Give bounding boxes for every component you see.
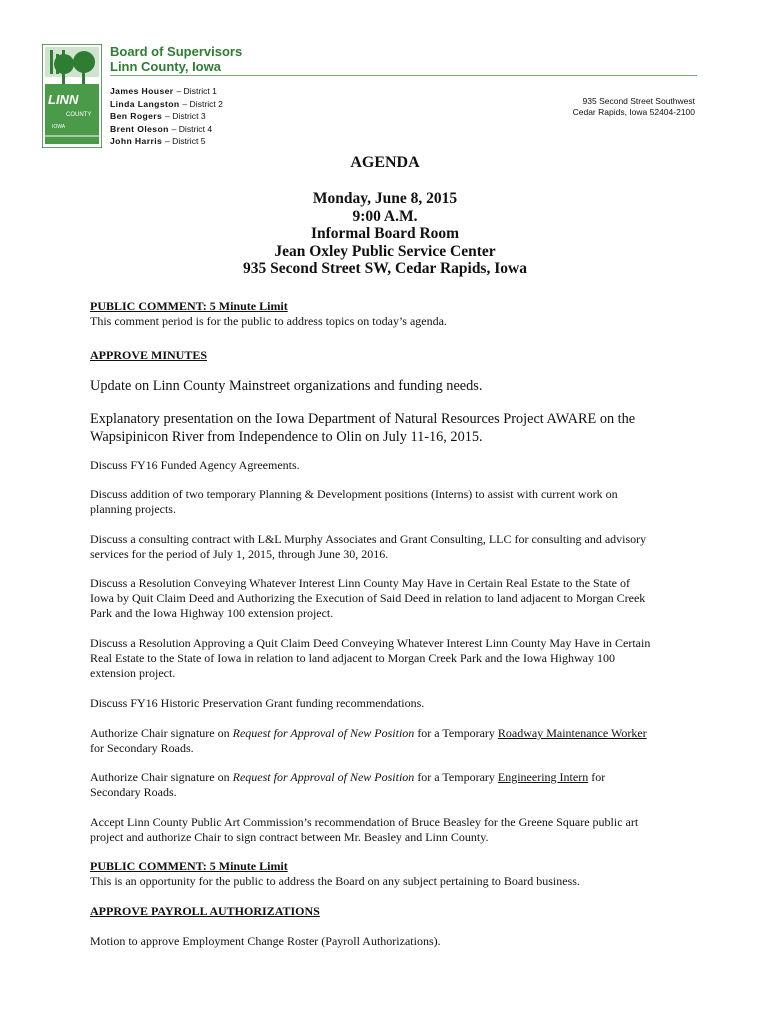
agenda-item-roadway-worker [90, 726, 690, 756]
meeting-date: Monday, June 8, 2015 [312, 190, 458, 207]
agenda-item-historic-preservation: Discuss FY16 Historic Preservation Grant funding recommendations. [90, 696, 425, 710]
item-line: Accept Linn County Public Art Commission’s recommendation of Bruce Beasley for the Greene Square public art [90, 815, 639, 829]
agenda-item-resolution-deed [90, 576, 690, 621]
supervisor-row [110, 123, 223, 136]
supervisor-name: James Houser [110, 86, 174, 96]
meeting-room: Informal Board Room [310, 225, 460, 242]
item-text: for a Temporary [414, 770, 498, 784]
item-line: services for the period of July 1, 2015, through June 30, 2016. [90, 547, 389, 561]
public-comment-text: This is an opportunity for the public to address the Board on any subject pertaining to Board business. [90, 874, 580, 888]
item-line: Discuss a Resolution Approving a Quit Claim Deed Conveying Whatever Interest Linn County May Have in Certain [90, 636, 651, 650]
supervisor-row [110, 98, 223, 111]
org-name-line2: Linn County, Iowa [110, 59, 221, 74]
supervisor-district: – District 2 [182, 98, 223, 109]
item-line: Explanatory presentation on the Iowa Department of Natural Resources Project AWARE on the [90, 411, 636, 427]
agenda-item-public-art [90, 815, 690, 845]
agenda-item-mainstreet: Update on Linn County Mainstreet organizations and funding needs. [90, 378, 483, 394]
supervisor-name: Brent Oleson [110, 123, 169, 134]
supervisor-row [110, 135, 223, 148]
public-comment-section-2 [90, 859, 690, 889]
form-title: Request for Approval of New Position [232, 770, 415, 784]
org-name [110, 44, 242, 74]
position-title: Roadway Maintenance Worker [497, 726, 647, 740]
item-line: Discuss a consulting contract with L&L Murphy Associates and Grant Consulting, LLC for consulting and advisory [90, 532, 647, 546]
item-line: Secondary Roads. [90, 785, 177, 799]
item-line: project and authorize Chair to sign contract between Mr. Beasley and Linn County. [90, 830, 489, 844]
approve-minutes-heading: APPROVE MINUTES [90, 348, 208, 362]
public-comment-heading: PUBLIC COMMENT: 5 Minute Limit [90, 859, 288, 873]
position-title: Engineering Intern [497, 770, 589, 784]
public-comment-section-1 [90, 299, 690, 329]
logo-text-county: COUNTY [66, 112, 92, 118]
supervisor-row [110, 85, 223, 98]
address-line2: Cedar Rapids, Iowa 52404-2100 [572, 107, 695, 117]
agenda-item-planning-interns [90, 487, 690, 517]
agenda-item-fy16-agency: Discuss FY16 Funded Agency Agreements. [90, 458, 300, 472]
header-divider [110, 75, 697, 76]
item-text: Authorize Chair signature on [90, 726, 233, 740]
logo-text-iowa: IOWA [52, 124, 66, 130]
item-line: Iowa by Quit Claim Deed and Authorizing the Execution of Said Deed in relation to land adjacent to Morgan Creek [90, 591, 646, 605]
supervisor-district: – District 4 [171, 123, 213, 134]
agenda-title: AGENDA [350, 154, 420, 171]
item-text: Authorize Chair signature on [90, 770, 233, 784]
supervisor-row [110, 110, 223, 123]
form-title: Request for Approval of New Position [232, 726, 415, 740]
org-name-line1: Board of Supervisors [110, 44, 243, 59]
agenda-item-resolution-quit-claim [90, 636, 690, 681]
supervisor-list [110, 85, 223, 148]
meeting-building: Jean Oxley Public Service Center [274, 242, 496, 260]
item-line: Wapsipinicon River from Independence to Olin on July 11-16, 2015. [90, 429, 483, 445]
office-address [573, 96, 695, 118]
supervisor-name: Linda Langston [110, 98, 180, 109]
item-line: Park and the Iowa Highway 100 extension project. [90, 606, 334, 620]
item-line: Discuss addition of two temporary Planning & Development positions (Interns) to assist with current work on [90, 487, 618, 501]
public-comment-heading: PUBLIC COMMENT: 5 Minute Limit [90, 299, 288, 313]
supervisor-district: – District 3 [165, 111, 206, 121]
linn-county-logo [42, 44, 102, 148]
item-line: for Secondary Roads. [90, 741, 194, 755]
item-line: Real Estate to the State of Iowa in relation to land adjacent to Morgan Creek Park and the Iowa Highway 100 [90, 651, 615, 665]
supervisor-district: – District 1 [176, 86, 217, 96]
item-line: Discuss a Resolution Conveying Whatever Interest Linn County May Have in Certain Real Estate to the State of [90, 576, 630, 590]
supervisor-district: – District 5 [164, 136, 206, 146]
meeting-location: 935 Second Street SW, Cedar Rapids, Iowa [243, 260, 527, 277]
agenda-item-engineering-intern [90, 770, 690, 800]
approve-payroll-heading: APPROVE PAYROLL AUTHORIZATIONS [90, 904, 320, 918]
agenda-item-payroll: Motion to approve Employment Change Roster (Payroll Authorizations). [90, 934, 441, 948]
logo-text-linn: LINN [48, 92, 79, 107]
item-line [90, 726, 690, 741]
supervisor-name: Ben Rogers [110, 111, 163, 121]
public-comment-text: This comment period is for the public to address topics on today’s agenda. [90, 314, 447, 328]
meeting-info [0, 190, 770, 278]
address-line1: 935 Second Street Southwest [582, 96, 695, 106]
item-line [90, 770, 690, 785]
supervisor-name: John Harris [110, 136, 163, 146]
agenda-item-consulting-contract [90, 532, 690, 562]
item-text: for [588, 770, 606, 784]
meeting-time: 9:00 A.M. [352, 207, 418, 225]
item-line: planning projects. [90, 502, 176, 516]
agenda-item-project-aware [90, 410, 690, 446]
item-line: extension project. [90, 666, 176, 680]
item-text: for a Temporary [414, 726, 498, 740]
